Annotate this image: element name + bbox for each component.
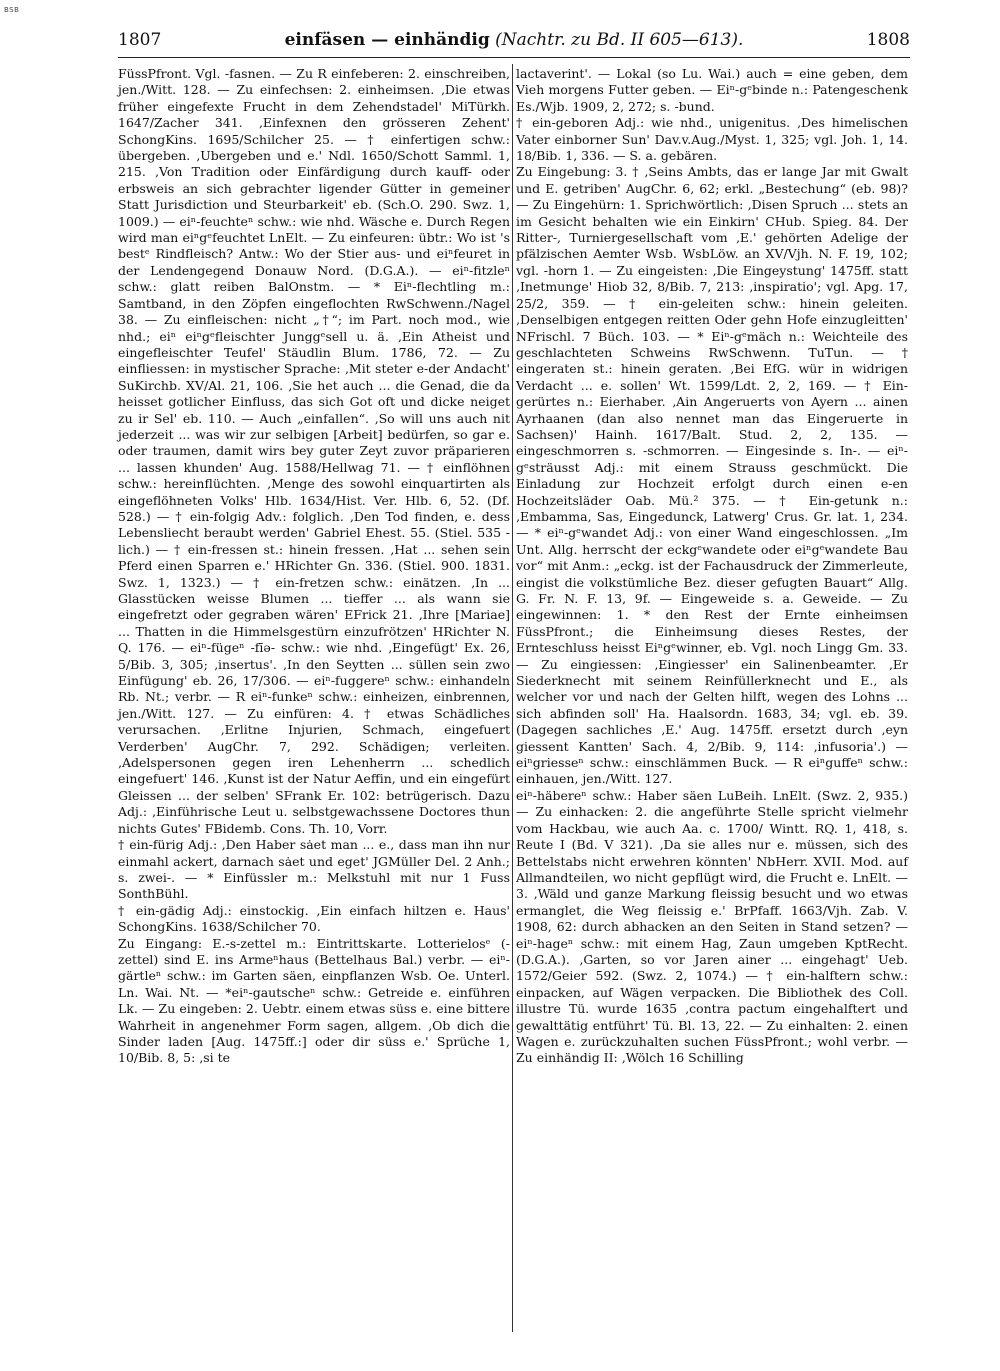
entry-paragraph: FüssPfront. Vgl. -fasnen. — Zu R einfeberen: 2. einschreiben, jen./Witt. 128. — Zu einfechsen: 2. einheimsen. ‚Die etwas früher eingefexte Frucht in dem Zehendstadel' MiTürkh. 1647/Zacher 341. ‚Einfexnen den grösseren Zehent' SchongKins. 1695/Schilcher 25. — † einfertigen schw.: übergeben. ‚Ubergeben und e.' Ndl. 1650/Schott Samml. 1, 215. ‚Von Tradition oder Einfärdigung durch kauff- oder erbsweis an sich gebrachter ligender Gütter in gemeiner Statt Jurisdiction und Steurbarkeit' eb. (Sch.O. 290. Swz. 1, 1009.) — eiⁿ-feuchteⁿ schw.: wie nhd. Wäsche e. Durch Regen wird man eiⁿgᵉfeuchtet LnElt. — Zu einfeuren: übtr.: Wo ist 's bestᵉ Rindfleisch? Antw.: Wo der Stier aus- und eiⁿfeuret in der Lendengegend Donauw Nord. (D.G.A.). — eiⁿ-fitzleⁿ schw.: glatt reiben BalOnstm. — * Eiⁿ-flechtling m.: Samtband, in den Zöpfen eingeflochten RwSchwenn./Nagel 38. — Zu einfleischen: nicht „†“; im Part. noch mod., wie nhd.; eiⁿ eiⁿgᵉfleischter Junggᵉsell u. ä. ‚Ein Atheist und eingefleischter Teufel' Stäudlin Blum. 1786, 72. — Zu einfliessen: in mystischer Sprache: ‚Mit steter e-der Andacht' SuKirchb. XV/Al. 21, 106. ‚Sie het auch ... die Genad, die da heisset gotlicher Einfluss, das sich Got oft und dicke neiget zu ir Sel' eb. 110. — Auch „einfallen“. ‚So will uns auch nit jederzeit ... was wir zur selbigen [Arbeit] bedürfen, so gar e. oder traumen, damit wirs bey guter Zeyt zuvor präparieren ... lassen khunden' Aug. 1588/Hellwag 71. — † einflöhnen schw.: hereinflüchten. ‚Menge des sowohl einquartirten als eingeflöhneten Volks' Hlb. 1634/Hist. Ver. Hlb. 6, 52. (Df. 528.) — † ein-folgig Adv.: folglich. ‚Den Tod finden, e. dess Lebensliecht beraubt werden' Gabriel Ehest. 55. (Stiel. 535 -lich.) — † ein-fressen st.: hinein fressen. ‚Hat ... sehen sein Pferd einen Sparren e.' HRichter Gn. 336. (Stiel. 900. 1831. Swz. 1, 1323.) — † ein-fretzen schw.: einätzen. ‚In ... Glasstücken weisse Blumen ... tieffer ... als wann sie eingefretzt oder gegraben wären' EFrick 21. ‚Ihre [Mariae] ... Thatten in die Himmelsgestürn einzufrötzen' HRichter N. Q. 176. — eiⁿ-fügeⁿ -fīə- schw.: wie nhd. ‚Eingefügt' Ex. 26, 5/Bib. 3, 305; ‚insertus'. ‚In den Seytten ... süllen sein zwo Einfügung' eb. 26, 17/306. — eiⁿ-fuggereⁿ schw.: einhandeln Rb. Nt.; verbr. — R eiⁿ-funkeⁿ schw.: einheizen, einbrennen, jen./Witt. 127. — Zu einfüren: 4. † etwas Schädliches verursachen. ‚Erlitne Injurien, Schmach, eingefuert Verderben' AugChr. 7, 292. Schädigen; verleiten. ‚Adelspersonen gegen iren Lehenherrn ... schedlich eingefuert' 146. ‚Kunst ist der Natur Aeffin, und ein eingefürt Gleissen ... der selben' SFrank Er. 102: betrügerisch. Dazu Adj.: ‚Einführische Leut u. selbstgewachssene Doctores thun nichts Gutes' FBidemb. Cons. Th. 10, Vorr.	[118, 66, 510, 836]
right-column	[516, 66, 908, 1067]
running-title	[118, 30, 910, 50]
header-rule	[118, 57, 910, 58]
entry-paragraph: † ein-fürig Adj.: ‚Den Haber sȧet man ... e., dass man ihn nur einmahl ackert, darnach sȧet und eget' JGMüller Del. 2 Anh.; s. zwei-. — * Einfüssler m.: Melkstuhl mit nur 1 Fuss SonthBühl.	[118, 837, 510, 902]
entry-paragraph: lactaverint'. — Lokal (so Lu. Wai.) auch = eine geben, dem Vieh morgens Futter geben. — Eiⁿ-gᵉbinde n.: Patengeschenk Es./Wjb. 1909, 2, 272; s. -bund.	[516, 66, 908, 114]
title-main: einfäsen — einhändig	[284, 30, 490, 50]
entry-paragraph: eiⁿ-häbereⁿ schw.: Haber säen LuBeih. LnElt. (Swz. 2, 935.) — Zu einhacken: 2. die angeführte Stelle spricht vielmehr vom Hackbau, wie auch Aa. c. 1700/ Wintt. RQ. 1, 418, s. Reute I (Bd. V 321). ‚Da sie alles nur e. müssen, sich des Bettelstabs nicht erwehren könnten' NbHerr. XVII. Mod. auf Allmandteilen, wo nicht gepflügt wird, die Frucht e. LnElt. — 3. ‚Wäld und ganze Markung fleissig besucht und wo etwas ermanglet, die Weg fleissig e.' BrPfaff. 1663/Vjh. Zab. V. 1908, 62: durch abhacken an den Seiten in Stand setzen? — eiⁿ-hageⁿ schw.: mit einem Hag, Zaun umgeben KptRecht. (D.G.A.). ‚Garten, so vor Jaren ainer ... eingehagt' Ueb. 1572/Geier 592. (Swz. 2, 1074.) — † ein-halftern schw.: einpacken, auf Wägen verpacken. Die Bibliothek des Coll. illustre Tü. wurde 1635 ‚contra pactum eingehalftert und gewalttätig entführt' Tü. Bl. 13, 22. — Zu einhalten: 2. einen Wagen e. zurückzuhalten suchen FüssPfront.; wohl verbr. — Zu einhändig II: ‚Wölch 16 Schilling	[516, 787, 908, 1066]
entry-paragraph: † ein-gädig Adj.: einstockig. ‚Ein einfach hiltzen e. Haus' SchongKins. 1638/Schilcher 70.	[118, 902, 510, 935]
left-column	[118, 66, 510, 1067]
entry-paragraph: Zu Eingebung: 3. † ‚Seins Ambts, das er lange Jar mit Gwalt und E. getriben' AugChr. 6, 62; erkl. „Bestechung“ (eb. 98)? — Zu Eingehürn: 1. Sprichwörtlich: ‚Disen Spruch ... stets an im Gesicht behalten wie ein Einkirn' CHub. Spieg. 84. Der Ritter-, Turniergesellschaft vom ‚E.' gehörten Adelige der pfälzischen Aemter Wsb. WsbLöw. an XV/Vjh. N. F. 19, 102; vgl. -horn 1. — Zu eingeisten: ‚Die Eingeystung' 1475ff. statt ‚Inetmunge' Hiob 32, 8/Bib. 7, 213: ‚inspiratio'; vgl. Apg. 17, 25/2, 359. — † ein-geleiten schw.: hinein geleiten. ‚Denselbigen entgegen reitten Oder gehn Hofe einzugleitten' NFrischl. 7 Büch. 103. — * Eiⁿ-gᵉmäch n.: Weichteile des geschlachteten Schweins RwSchwenn. TuTun. — † eingeraten st.: hinein geraten. ‚Bei EfG. wür in widrigen Verdacht ... e. sollen' Wt. 1599/Ldt. 2, 2, 169. — † Ein-gerürtes n.: Eierhaber. ‚Ain Angeruerts von Ayern ... ainen Ayrhaanen (dan also nennet man das Eingeruerte in Sachsen)' Hainh. 1617/Balt. Stud. 2, 2, 135. — eingeschmorren s. -schmorren. — Eingesinde s. In-. — eiⁿ-gᵉsträusst Adj.: mit einem Strauss geschmückt. Die Einladung zur Hochzeit erfolgt durch einen e-en Hochzeitsläder Oab. Mü.² 375. — † Ein-getunk n.: ‚Embamma, Sas, Eingedunck, Latwerg' Crus. Gr. lat. 1, 234. — * eiⁿ-gᵉwandet Adj.: von einer Wand eingeschlossen. „Im Unt. Allg. herrscht der eckgᵉwandete oder eiⁿgᵉwandete Bau vor“ mit Anm.: „eckg. ist der Fachausdruck der Zimmerleute, eingist die volkstümliche Bez. dieser gefugten Bauart“ Allg. G. Fr. N. F. 13, 9f. — Eingeweide s. a. Geweide. — Zu eingewinnen: 1. * den Rest der Ernte einheimsen FüssPfront.; die Einheimsung dieses Restes, der Ernteschluss heisst Eiⁿgᵉwinner, eb. Vgl. noch Lingg Gm. 33. — Zu eingiessen: ‚Eingiesser' ein Salinenbeamter. ‚Er Siederknecht mit seinem Reinfüllerknecht und E., als welcher vor und nach der Gelten hilft, wegen des Lohns ... sich abfinden soll' Ha. Haalsordn. 1683, 34; vgl. eb. 39. (Dagegen sachliches ‚E.' Aug. 1475ff. ersetzt durch ‚eyn giessent Kantten' Sach. 4, 2/Bib. 9, 114: ‚infusoria'.) — eiⁿgriesseⁿ schw.: einschlämmen Buck. — R eiⁿguffeⁿ schw.: einhauen, jen./Witt. 127.	[516, 164, 908, 787]
entry-paragraph: † ein-geboren Adj.: wie nhd., unigenitus. ‚Des himelischen Vater einborner Sun' Dav.v.Aug./Myst. 1, 325; vgl. Joh. 1, 14. 18/Bib. 1, 336. — S. a. gebären.	[516, 115, 908, 164]
page-number-right: 1808	[866, 30, 910, 50]
watermark: BSB	[4, 6, 20, 14]
entry-paragraph: Zu Eingang: E.-s-zettel m.: Eintrittskarte. Lotterielosᵉ (-zettel) sind E. ins Armeⁿhaus (Bettelhaus Bal.) verbr. — eiⁿ-gärtleⁿ schw.: im Garten säen, einpflanzen Wsb. Oe. Unterl. Ln. Wai. Nt. — *eiⁿ-gautscheⁿ schw.: Getreide e. einführen Lk. — Zu eingeben: 2. Uebtr. einem etwas süss e. eine bittere Wahrheit in angenehmer Form sagen, allgem. ‚Ob dich die Sinder laden [Aug. 1475ff.:] oder dir süss e.' Sprüche 1, 10/Bib. 8, 5: ‚si te	[118, 935, 510, 1066]
title-note: (Nachtr. zu Bd. II 605—613).	[495, 30, 744, 50]
column-divider	[512, 64, 513, 1332]
page-number-left: 1807	[118, 30, 162, 50]
page-header	[118, 30, 910, 56]
